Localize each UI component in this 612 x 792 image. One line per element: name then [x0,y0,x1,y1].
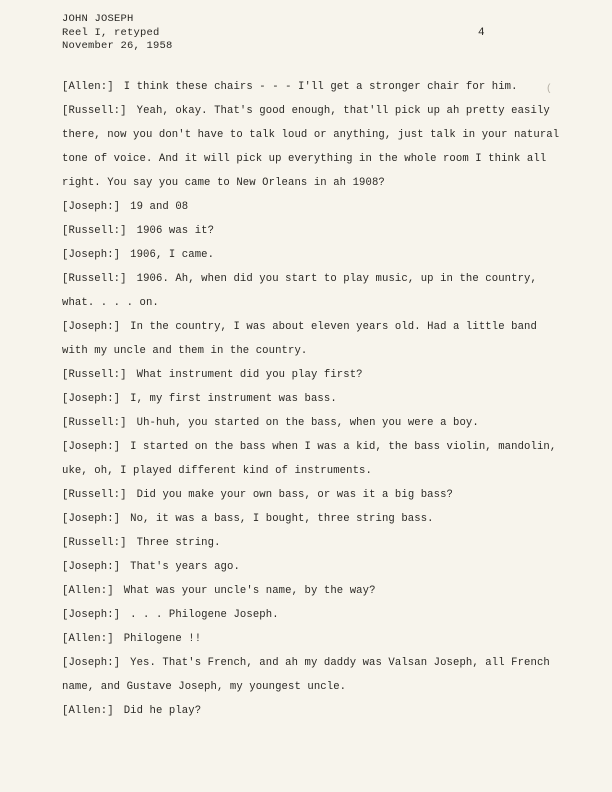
speaker-label: [ Joseph: ] [62,651,120,675]
transcript-turn [62,411,542,435]
utterance-text: right. You say you came to New Orleans in ah 1908? [62,177,385,189]
transcript-continuation-line [62,459,542,483]
transcript-turn [62,363,542,387]
utterance-text: Uh-huh, you started on the bass, when you were a boy. [136,417,479,429]
transcript-turn [62,243,542,267]
utterance-text: with my uncle and them in the country. [62,345,308,357]
utterance-text: I think these chairs - - - I'll get a stronger chair for him. [123,81,518,93]
speaker-label: [ Joseph: ] [62,435,120,459]
speaker-label: [ Russell: ] [62,531,127,555]
page-number: 4 [478,27,485,39]
utterance-text: Yes. That's French, and ah my daddy was Valsan Joseph, all French [130,657,550,669]
utterance-text: 1906, I came. [130,249,215,261]
utterance-text: . . . Philogene Joseph. [130,609,279,621]
transcript-turn [62,627,542,651]
interview-date: November 26, 1958 [62,40,173,52]
speaker-label: [ Joseph: ] [62,315,120,339]
transcript-turn [62,603,542,627]
utterance-text: Yeah, okay. That's good enough, that'll pick up ah pretty easily [136,105,550,117]
utterance-text: Did he play? [123,705,202,717]
transcript-turn [62,507,542,531]
transcript-continuation-line [62,675,542,699]
utterance-text: what. . . . on. [62,297,159,309]
speaker-label: [ Allen: ] [62,579,114,603]
utterance-text: 19 and 08 [130,201,189,213]
speaker-label: [ Joseph: ] [62,507,120,531]
utterance-text: name, and Gustave Joseph, my youngest uncle. [62,681,347,693]
utterance-text: tone of voice. And it will pick up everything in the whole room I think all [62,153,547,165]
speaker-label: [ Russell: ] [62,99,127,123]
transcript-continuation-line [62,291,542,315]
speaker-label: [ Joseph: ] [62,243,120,267]
utterance-text: there, now you don't have to talk loud or anything, just talk in your natural [62,129,560,141]
transcript-continuation-line [62,123,560,147]
speaker-label: [ Joseph: ] [62,555,120,579]
utterance-text: 1906 was it? [136,225,215,237]
document-header [62,13,173,54]
utterance-text: 1906. Ah, when did you start to play music, up in the country, [136,273,537,285]
margin-mark: ( [546,84,553,95]
speaker-label: [ Allen: ] [62,699,114,723]
speaker-label: [ Joseph: ] [62,603,120,627]
transcript-turn [62,555,542,579]
speaker-label: [ Russell: ] [62,483,127,507]
transcript-turn [62,75,542,99]
speaker-label: [ Allen: ] [62,75,114,99]
transcript-turn [62,483,542,507]
transcript-turn [62,651,550,675]
utterance-text: No, it was a bass, I bought, three string bass. [130,513,434,525]
speaker-label: [ Russell: ] [62,411,127,435]
transcript-turn [62,219,542,243]
utterance-text: uke, oh, I played different kind of instruments. [62,465,372,477]
utterance-text: I, my first instrument was bass. [130,393,337,405]
speaker-label: [ Joseph: ] [62,387,120,411]
transcript-continuation-line [62,147,547,171]
transcript-turn [62,579,542,603]
transcript-continuation-line [62,171,542,195]
transcript-turn [62,387,542,411]
speaker-label: [ Russell: ] [62,219,127,243]
speaker-label: [ Joseph: ] [62,195,120,219]
speaker-label: [ Russell: ] [62,267,127,291]
transcript-continuation-line [62,339,542,363]
transcript-turn [62,99,550,123]
transcript-turn [62,531,542,555]
speaker-label: [ Russell: ] [62,363,127,387]
utterance-text: Did you make your own bass, or was it a big bass? [136,489,454,501]
utterance-text: I started on the bass when I was a kid, the bass violin, mandolin, [130,441,557,453]
transcript-turn [62,435,557,459]
transcript-turn [62,267,542,291]
utterance-text: Three string. [136,537,221,549]
transcript-body [62,75,560,723]
utterance-text: In the country, I was about eleven years old. Had a little band [130,321,537,333]
transcript-turn [62,699,542,723]
reel-label: Reel I, retyped [62,26,160,39]
utterance-text: Philogene !! [123,633,202,645]
utterance-text: What instrument did you play first? [136,369,363,381]
transcript-turn [62,315,542,339]
utterance-text: That's years ago. [130,561,240,573]
speaker-label: [ Allen: ] [62,627,114,651]
utterance-text: What was your uncle's name, by the way? [123,585,376,597]
transcript-turn [62,195,542,219]
interviewee-name: JOHN JOSEPH [62,13,134,25]
